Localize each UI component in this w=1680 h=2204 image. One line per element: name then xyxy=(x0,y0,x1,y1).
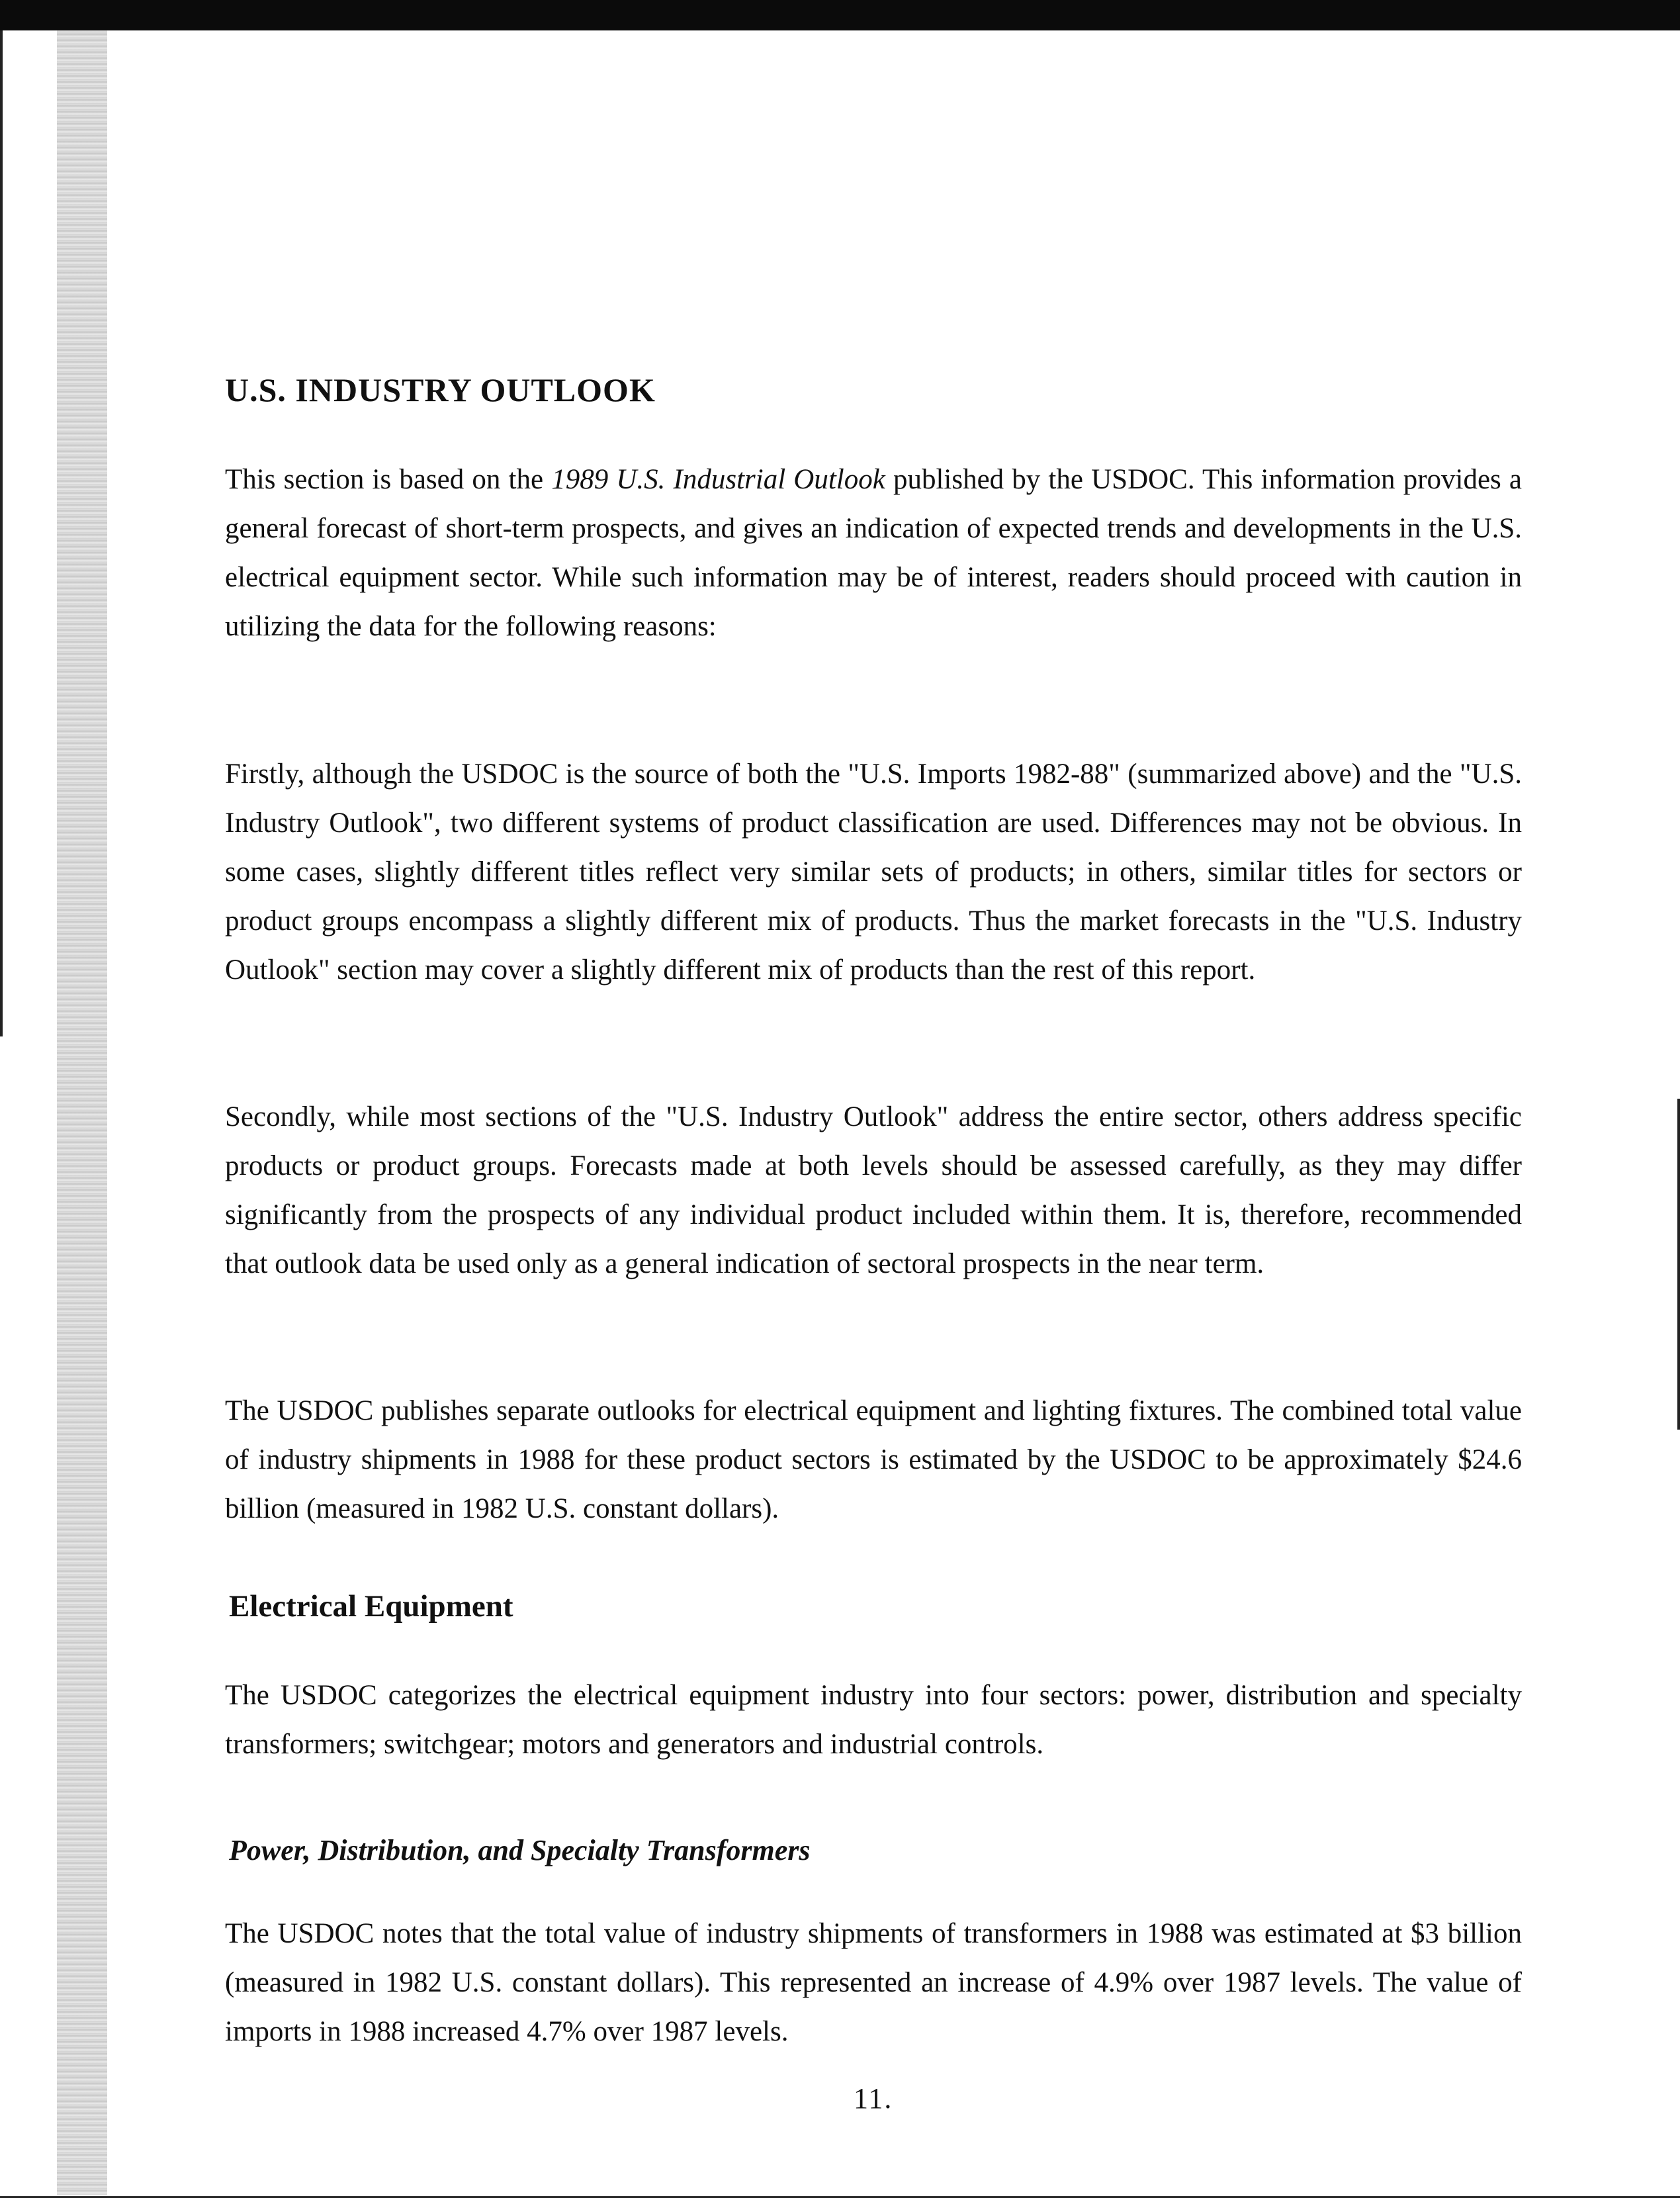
scan-bottom-border xyxy=(0,2196,1680,2198)
publication-title: 1989 U.S. Industrial Outlook xyxy=(551,464,885,495)
scan-binding-strip xyxy=(57,30,107,2195)
electrical-equipment-paragraph: The USDOC categorizes the electrical equipment industry into four sectors: power, distribution and specialty transformers; switchgear; motors and generators and industrial controls. xyxy=(225,1680,1522,1760)
transformers-heading: Power, Distribution, and Specialty Transformers xyxy=(229,1834,811,1866)
electrical-equipment-heading: Electrical Equipment xyxy=(229,1589,513,1624)
transformers-paragraph: The USDOC notes that the total value of industry shipments of transformers in 1988 was estimated at $3 billion (measured in 1982 U.S. constant dollars). This represented an increase of 4.9% over 1987 levels. The value of imports in 1988 increased 4.7% over 1987 levels. xyxy=(225,1918,1522,2047)
paragraph-firstly: Firstly, although the USDOC is the source of both the "U.S. Imports 1982-88" (summarized above) and the "U.S. Industry Outlook", two different systems of product classification are used. Differences may not be obvious. In some cases, slightly different titles reflect very similar sets of products; in others, similar titles for sectors or product groups encompass a slightly different mix of products. Thus the market forecasts in the "U.S. Industry Outlook" section may cover a slightly different mix of products than the rest of this report. xyxy=(225,758,1522,986)
intro-text-pre: This section is based on the xyxy=(225,464,552,495)
page-number: 11. xyxy=(854,2082,893,2115)
section-title: U.S. INDUSTRY OUTLOOK xyxy=(225,371,656,408)
paragraph-usdoc-outlooks: The USDOC publishes separate outlooks for electrical equipment and lighting fixtures. The combined total value of industry shipments in 1988 for these product sectors is estimated by the USDOC to be approximately $24.6 billion (measured in 1982 U.S. constant dollars). xyxy=(225,1395,1522,1524)
scan-left-edge xyxy=(0,30,3,1036)
scan-right-edge xyxy=(1677,1099,1680,1430)
intro-paragraph xyxy=(225,455,1522,651)
paragraph-secondly: Secondly, while most sections of the "U.S. Industry Outlook" address the entire sector, others address specific products or product groups. Forecasts made at both levels should be assessed carefully, as they may differ significantly from the prospects of any individual product included within them. It is, therefore, recommended that outlook data be used only as a general indication of sectoral prospects in the near term. xyxy=(225,1101,1522,1279)
intro-text-post: published by the USDOC. This information provides a general forecast of short-term prospects, and gives an indication of expected trends and developments in the U.S. electrical equipment sector. While such information may be of interest, readers should proceed with caution in utilizing the data for the following reasons: xyxy=(225,464,1522,642)
scan-top-border xyxy=(0,0,1680,30)
